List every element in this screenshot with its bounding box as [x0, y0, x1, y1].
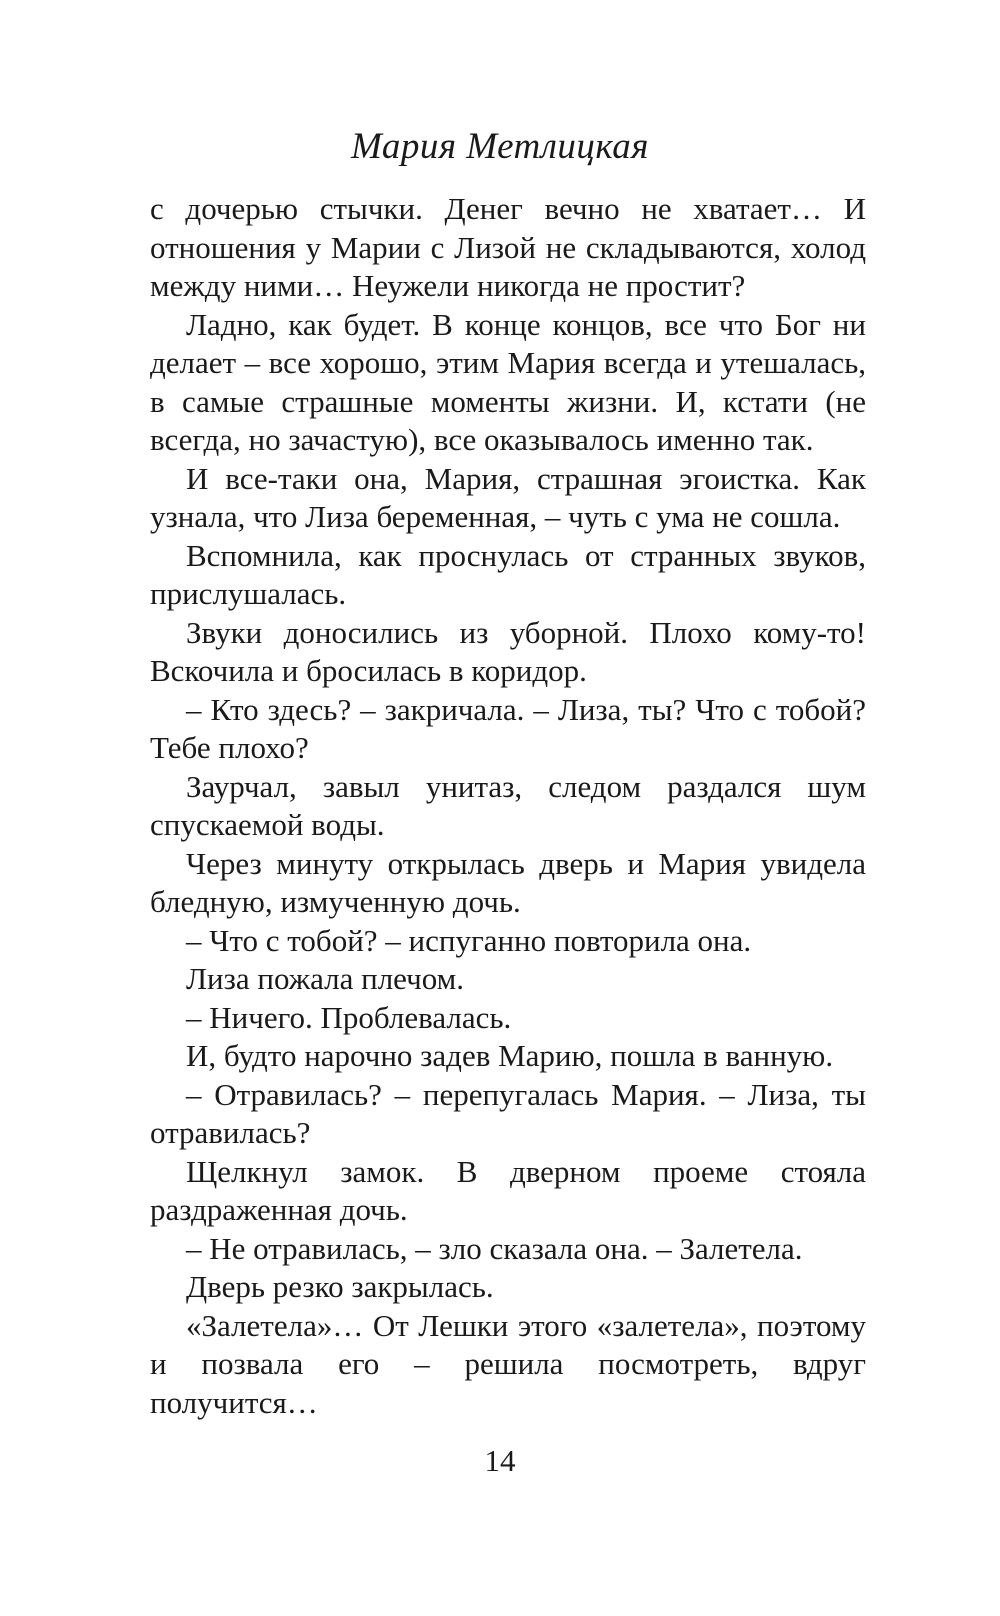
running-title: Мария Метлицкая [351, 126, 649, 167]
paragraph: И, будто нарочно задев Марию, пошла в ванную. [186, 1038, 834, 1073]
paragraph: Заурчал, завыл унитаз, следом раздался шум спускаемой воды. [150, 768, 866, 842]
dialogue-line: – Отравилась? – перепугалась Мария. – Лиза, ты отравилась? [150, 1076, 866, 1150]
paragraph: Вспомнила, как проснулась от странных звуков, прислушалась. [150, 537, 866, 611]
paragraph: с дочерью стычки. Денег вечно не хватает… И отношения у Марии с Лизой не складываются, холод между ними… Неужели никогда не простит? [150, 191, 866, 303]
paragraph: Через минуту открылась дверь и Мария увидела бледную, измученную дочь. [150, 845, 866, 919]
paragraph: Ладно, как будет. В конце концов, все что Бог ни делает – все хорошо, этим Мария всегда и утешалась, в самые страшные моменты жизни. И, кстати (не всегда, но зачастую), все оказывалось именно так. [150, 306, 866, 457]
paragraph: Лиза пожала плечом. [186, 961, 465, 996]
paragraph: Дверь резко закрылась. [186, 1269, 494, 1304]
paragraph: И все-таки она, Мария, страшная эгоистка. Как узнала, что Лиза беременная, – чуть с ума не сошла. [150, 460, 866, 534]
paragraph: Щелкнул замок. В дверном проеме стояла раздраженная дочь. [150, 1153, 866, 1227]
dialogue-line: – Не отравилась, – зло сказала она. – Залетела. [186, 1230, 803, 1266]
dialogue-line: – Кто здесь? – закричала. – Лиза, ты? Что с тобой? Тебе плохо? [150, 691, 866, 765]
dialogue-line: – Что с тобой? – испуганно повторила она. [186, 922, 752, 958]
paragraph: «Залетела»… От Лешки этого «залетела», поэтому и позвала его – решила посмотреть, вдруг получится… [150, 1307, 866, 1420]
dialogue-line: – Ничего. Проблевалась. [186, 999, 512, 1035]
body-text [150, 190, 866, 1422]
paragraph: Звуки доносились из уборной. Плохо кому-то! Вскочила и бросилась в коридор. [150, 614, 866, 688]
page-number: 14 [484, 1443, 516, 1478]
